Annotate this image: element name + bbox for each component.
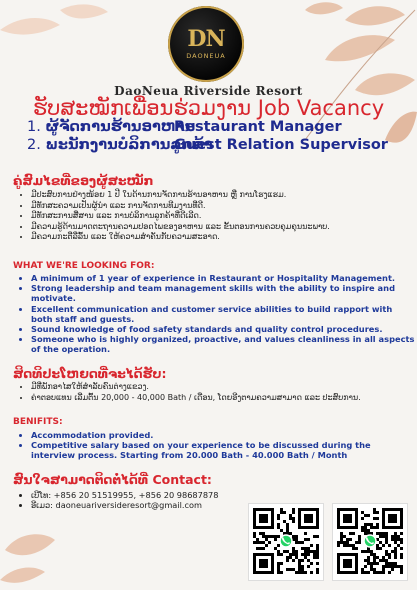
qr-module [394,562,397,565]
qr-module [346,541,349,544]
qr-module [265,538,268,541]
qr-module [385,559,388,562]
qr-module [295,541,298,544]
qr-module [316,562,319,565]
qr-module [367,562,370,565]
qr-module [373,559,376,562]
qr-module [349,532,352,535]
qr-module [337,544,340,547]
qr-module [364,529,367,532]
qr-finder-pattern [343,514,352,523]
qr-module [364,550,367,553]
qr-module [310,571,313,574]
qr-module [376,532,379,535]
qr-module [382,559,385,562]
qr-module [280,511,283,514]
qualifications-en-title: WHAT WE'RE LOOKING FOR: [13,261,155,271]
qr-module [397,535,400,538]
qr-module [292,568,295,571]
qr-module [385,538,388,541]
qr-module [337,541,340,544]
qr-module [376,511,379,514]
qr-module [373,517,376,520]
qr-finder-pattern [259,559,268,568]
list-item: • ມີຄວາມກະຕືລືລົ້ນ ແລະ ໃຫ້ຄວາມສຳຄັນກັບຄວາມສະອາດ. [31,232,417,243]
qr-module [385,553,388,556]
qr-module [367,514,370,517]
position-title-en: Guest Relation Supervisor [174,137,388,153]
qr-module [268,535,271,538]
qr-module [340,535,343,538]
job-vacancy-headline: ຮັບສະໝັກເພື່ອນຮ່ວມງານ Job Vacancy [32,96,385,120]
qr-module [307,559,310,562]
qr-module [274,535,277,538]
qr-module [370,550,373,553]
qr-module [292,553,295,556]
qr-module [280,553,283,556]
qr-module [367,571,370,574]
qr-module [292,508,295,511]
list-item: • Sound knowledge of food safety standards and quality control procedures. [31,324,416,334]
qr-module [349,538,352,541]
qr-module [364,526,367,529]
qr-module [277,568,280,571]
qr-module [304,556,307,559]
qr-module [277,514,280,517]
qr-module [304,547,307,550]
qualifications-lao-title: ຄູ່ສົມໄຂທີ່ຂອງຜູ້ສະໝັກ [13,173,154,188]
qr-module [388,553,391,556]
qr-finder-pattern [388,514,397,523]
qr-module [256,538,259,541]
qr-module [373,556,376,559]
qr-module [385,541,388,544]
qr-module [400,565,403,568]
qr-module [343,535,346,538]
qr-module [346,544,349,547]
position-title-lao: ຜູ້ຈັດການຮ້ານອາຫານ [45,119,196,135]
qr-module [277,562,280,565]
qr-module [289,568,292,571]
contact-phone[interactable]: • ເບີໂທ: +856 20 51519955, +856 20 98687878 [31,490,261,500]
qr-module [373,568,376,571]
position-number: 2. [27,137,41,153]
qr-module [364,523,367,526]
qr-module [394,556,397,559]
position-2 [27,137,388,153]
qr-module [283,550,286,553]
qr-module [367,559,370,562]
qr-module [385,565,388,568]
position-title-en: Restaurant Manager [174,119,342,135]
qr-module [352,547,355,550]
qr-code[interactable] [248,503,324,581]
qr-module [286,559,289,562]
qr-module [289,514,292,517]
qr-module [361,550,364,553]
qr-module [388,556,391,559]
list-item: • Competitive salary based on your experience to be discussed during the interview process. Starting from 20.000 Bath - 40.000 Bath / Month [31,440,401,460]
qr-module [307,553,310,556]
qr-module [265,544,268,547]
qr-module [307,550,310,553]
qr-module [376,517,379,520]
qr-module [391,550,394,553]
qualifications-lao-list [13,190,417,243]
qr-module [310,550,313,553]
qr-module [382,532,385,535]
qr-module [292,550,295,553]
qr-module [340,532,343,535]
resort-name: DaoNeua Riverside Resort [114,84,303,98]
qr-module [307,538,310,541]
qr-module [376,562,379,565]
qr-module [310,544,313,547]
qr-module [292,535,295,538]
qr-module [316,553,319,556]
qr-module [397,538,400,541]
qr-module [277,550,280,553]
qr-module [382,535,385,538]
qr-module [280,508,283,511]
qr-module [400,556,403,559]
qr-module [286,556,289,559]
qr-module [400,568,403,571]
qr-module [346,538,349,541]
leaf-decoration-top-left [0,0,110,70]
qr-module [394,532,397,535]
qr-module [394,535,397,538]
qualifications-en-list [13,273,416,355]
qr-module [385,532,388,535]
qr-module [307,547,310,550]
qr-module [382,565,385,568]
qr-module [397,544,400,547]
qr-module [307,565,310,568]
qr-module [394,538,397,541]
list-item: • ຄ່າຕອບແທນ ເລີ່ມຕົ້ນ 20,000 - 40,000 Bath / ເດືອນ, ໂດຍອີງຕາມຄວາມສາມາດ ແລະ ປະສົບການ. [31,393,417,404]
qr-module [376,544,379,547]
list-item: • A minimum of 1 year of experience in Restaurant or Hospitality Management. [31,273,416,283]
qr-module [301,541,304,544]
qr-module [304,550,307,553]
qr-module [259,541,262,544]
qr-module [361,568,364,571]
qr-module [301,559,304,562]
qr-module [289,553,292,556]
qr-module [253,535,256,538]
list-item: • ມີຄວາມຮູ້ດ້ານມາດຕະຖານຄວາມປອດໄພຂອງອາຫານ ແລະ ຂັ້ນຕອນການຄວບຄຸມຄຸນນະພາບ. [31,222,417,233]
qr-module [391,562,394,565]
qr-module [379,559,382,562]
qr-module [373,511,376,514]
qr-module [277,553,280,556]
qr-module [280,562,283,565]
qr-module [277,523,280,526]
qr-module [382,544,385,547]
qr-module [379,535,382,538]
list-item: • ມີທັກສະຄວາມເປັນຜູ້ນຳ ແລະ ການຈັດການທີມງານທີ່ດີ. [31,201,417,212]
qr-module [304,571,307,574]
qr-module [277,535,280,538]
qr-module [277,526,280,529]
qr-module [301,565,304,568]
benefits-lao-title: ສິດທິປະໂຫຍດທີ່ຈະໄດ້ຮັບ: [13,366,167,381]
qr-module [370,523,373,526]
qr-finder-pattern [343,559,352,568]
qr-module [286,568,289,571]
list-item: • ມີທັກສະການສື່ສານ ແລະ ການບໍລິການລູກຄ້າທີ່ດີເລີດ. [31,211,417,222]
list-item: • ມີປະສົບການຢ່າງໜ້ອຍ 1 ປີ ໃນດ້ານການຈັດການຮ້ານອາຫານ ຫຼື ການໂຮງແຮມ. [31,190,417,201]
qr-module [256,541,259,544]
qr-module [370,562,373,565]
logo-text: DAONEUA [186,52,226,60]
qr-module [376,523,379,526]
qr-module [352,532,355,535]
qr-module [388,544,391,547]
leaf-decoration-bottom-left [0,520,80,590]
qr-finder-pattern [304,514,313,523]
qr-module [373,562,376,565]
qr-module [316,547,319,550]
qr-module [274,538,277,541]
qr-module [367,523,370,526]
qr-module [340,538,343,541]
qr-module [253,532,256,535]
qr-module [385,550,388,553]
contact-email[interactable]: • ອີເມວ: daoneuariversideresort@gmail.com [31,500,261,510]
qr-module [292,511,295,514]
benefits-en-list [13,430,401,461]
qr-module [277,565,280,568]
qr-module [286,529,289,532]
qr-module [298,571,301,574]
qr-module [364,559,367,562]
qr-module [295,571,298,574]
qr-module [370,565,373,568]
qr-module [265,535,268,538]
qr-finder-pattern [259,514,268,523]
qr-module [271,535,274,538]
qr-module [382,571,385,574]
qr-module [397,565,400,568]
qr-module [277,571,280,574]
qr-module [280,529,283,532]
list-item: • ມີທີ່ພັກອາໄສໃຫ້ສຳລັບຄົນຕ່າງແຂວງ. [31,382,417,393]
benefits-en-title: BENIFITS: [13,417,63,427]
contact-list [13,490,261,511]
qr-module [352,544,355,547]
qr-module [301,568,304,571]
qr-module [391,538,394,541]
qr-module [343,541,346,544]
qr-module [289,532,292,535]
qr-module [316,571,319,574]
qr-module [301,547,304,550]
qr-code[interactable] [332,503,408,581]
qr-module [361,571,364,574]
qr-module [298,559,301,562]
qr-module [385,535,388,538]
qr-module [301,571,304,574]
qr-module [370,526,373,529]
qr-module [277,517,280,520]
qr-module [394,565,397,568]
qr-module [364,514,367,517]
qr-module [370,568,373,571]
qr-module [274,547,277,550]
qr-module [379,547,382,550]
qr-module [358,538,361,541]
resort-logo [168,6,244,82]
qr-module [283,511,286,514]
qr-module [277,544,280,547]
qr-module [262,541,265,544]
qr-module [304,553,307,556]
list-item: • Accommodation provided. [31,430,401,440]
qr-module [394,550,397,553]
qr-module [304,532,307,535]
qr-module [364,532,367,535]
qr-module [400,553,403,556]
qr-module [289,556,292,559]
qr-module [286,526,289,529]
qr-module [364,571,367,574]
qr-module [316,544,319,547]
qr-module [316,550,319,553]
qr-module [262,532,265,535]
qr-module [382,556,385,559]
qr-module [394,541,397,544]
qr-module [292,517,295,520]
qr-module [388,565,391,568]
qr-module [400,538,403,541]
qr-module [388,571,391,574]
qr-module [283,520,286,523]
qr-module [367,529,370,532]
qr-module [361,526,364,529]
logo-mark: DN [187,26,225,52]
qr-module [262,535,265,538]
qr-module [391,535,394,538]
qr-module [292,559,295,562]
qr-module [310,562,313,565]
qr-module [313,556,316,559]
qr-module [286,550,289,553]
qr-module [259,547,262,550]
qr-module [373,508,376,511]
list-item: • Excellent communication and customer service abilities to build rapport with both staff and guests. [31,304,416,324]
qr-module [400,541,403,544]
qr-module [400,547,403,550]
qr-module [298,541,301,544]
qr-module [382,568,385,571]
position-1 [27,119,342,135]
qr-module [358,541,361,544]
qr-module [400,571,403,574]
qr-module [361,517,364,520]
qr-module [256,547,259,550]
whatsapp-icon [364,535,376,547]
qr-module [394,553,397,556]
qr-module [316,568,319,571]
qr-module [376,547,379,550]
list-item: • Someone who is highly organized, proactive, and values cleanliness in all aspects of the operation. [31,334,416,354]
qr-module [379,571,382,574]
qr-module [295,538,298,541]
qr-module [373,526,376,529]
qr-module [313,535,316,538]
qr-module [301,553,304,556]
contact-title: ສົນໃຈສາມາດຕິດຕໍ່ໄດ້ທີ່ Contact: [13,472,212,487]
qr-module [289,517,292,520]
qr-module [253,541,256,544]
qr-module [373,553,376,556]
list-item: • Strong leadership and team management skills with the ability to inspire and motivate. [31,283,416,303]
qr-module [355,541,358,544]
qr-module [295,535,298,538]
qr-module [361,529,364,532]
qr-module [394,547,397,550]
qr-module [355,547,358,550]
qr-module [280,571,283,574]
qr-module [295,553,298,556]
qr-module [400,532,403,535]
qr-module [367,556,370,559]
qr-module [295,550,298,553]
position-number: 1. [27,119,41,135]
qr-module [313,553,316,556]
qr-module [358,535,361,538]
qr-module [304,538,307,541]
qr-module [292,547,295,550]
qr-module [262,547,265,550]
qr-module [340,541,343,544]
qr-module [343,544,346,547]
qr-module [376,556,379,559]
qr-module [391,568,394,571]
qr-module [385,562,388,565]
qr-module [349,544,352,547]
whatsapp-icon [280,535,292,547]
qr-module [292,520,295,523]
qr-module [370,553,373,556]
qr-module [379,541,382,544]
qr-module [364,565,367,568]
qr-module [295,556,298,559]
qr-module [367,550,370,553]
benefits-lao-list [13,382,417,403]
qr-module [388,562,391,565]
qr-module [313,550,316,553]
qr-module [298,565,301,568]
qr-module [376,526,379,529]
qr-module [316,535,319,538]
qr-module [391,565,394,568]
qr-module [298,562,301,565]
qr-module [376,571,379,574]
qr-module [259,532,262,535]
qr-module [316,556,319,559]
qr-module [298,568,301,571]
qr-module [268,541,271,544]
qr-module [286,523,289,526]
qr-module [373,571,376,574]
qr-module [361,511,364,514]
position-title-lao: ພະນັກງານບໍລິການລູກຄ້າ [45,137,213,153]
qr-module [379,532,382,535]
